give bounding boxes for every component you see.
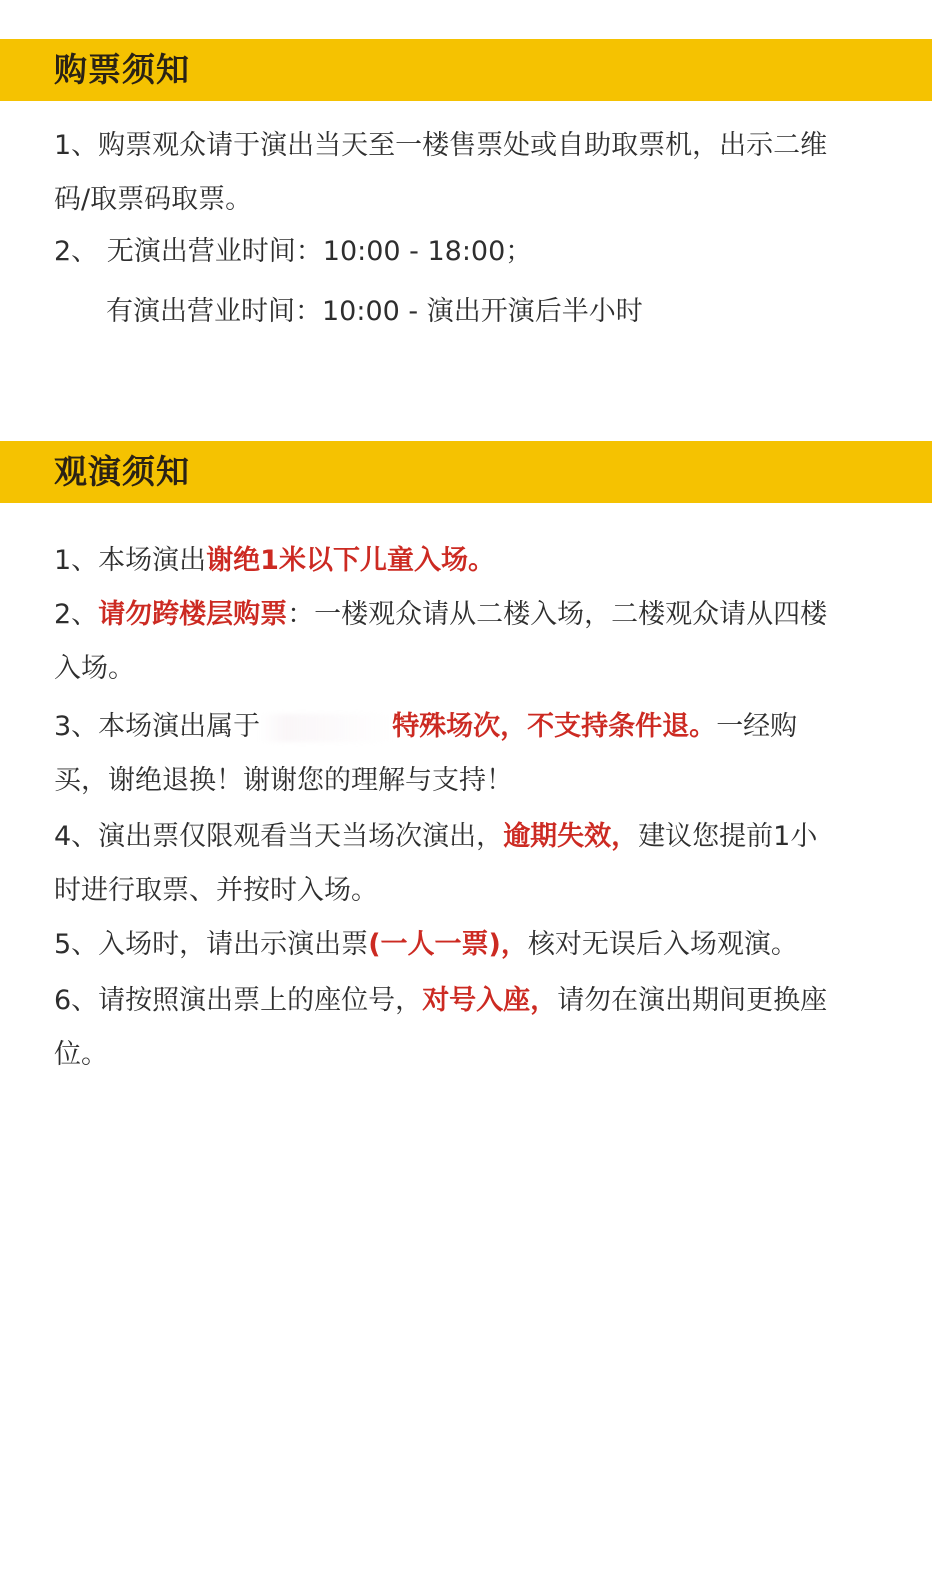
purchase-notice-header: [0, 39, 932, 101]
viewing-item-1: [54, 541, 495, 581]
viewing-item-3: [54, 707, 797, 747]
viewing-item-4-cont: 时进行取票、并按时入场。: [54, 875, 378, 906]
redacted-blur: [260, 714, 392, 742]
item-2-prefix: 2、: [54, 599, 99, 630]
item-3-highlight: 特殊场次，不支持条件退。: [392, 711, 717, 742]
item-4-highlight: 逾期失效，: [503, 821, 639, 852]
item-3-prefix: 3、本场演出属于: [54, 711, 261, 742]
item-5-highlight: (一人一票)，: [368, 929, 528, 960]
item-1-highlight: 谢绝1米以下儿童入场。: [206, 545, 495, 576]
viewing-notice-header: [0, 441, 932, 503]
purchase-line-2: 码/取票码取票。: [54, 184, 253, 215]
purchase-line-4: 有演出营业时间：10:00 - 演出开演后半小时: [106, 296, 643, 327]
purchase-notice-title: 购票须知: [54, 50, 190, 89]
viewing-item-6-cont: 位。: [54, 1039, 108, 1070]
viewing-item-3-cont: 买，谢绝退换！谢谢您的理解与支持！: [54, 765, 513, 796]
viewing-item-6: [54, 981, 827, 1021]
item-2-text: ：一楼观众请从二楼入场，二楼观众请从四楼: [287, 599, 828, 630]
viewing-notice-title: 观演须知: [54, 452, 190, 491]
viewing-item-5: [54, 925, 798, 965]
item-5-text: 核对无误后入场观演。: [527, 929, 798, 960]
item-4-text: 建议您提前1小: [638, 821, 818, 852]
item-6-prefix: 6、请按照演出票上的座位号，: [54, 985, 423, 1016]
viewing-item-2: [54, 595, 827, 635]
viewing-item-2-cont: 入场。: [54, 653, 135, 684]
item-5-prefix: 5、入场时，请出示演出票: [54, 929, 369, 960]
viewing-item-4: [54, 817, 817, 857]
item-6-highlight: 对号入座，: [422, 985, 558, 1016]
item-1-text: 1、本场演出: [54, 545, 207, 576]
purchase-line-1: 1、购票观众请于演出当天至一楼售票处或自助取票机，出示二维: [54, 130, 828, 161]
item-2-highlight: 请勿跨楼层购票: [98, 599, 288, 630]
purchase-line-3: 2、 无演出营业时间：10:00 - 18:00；: [54, 236, 533, 267]
item-6-text: 请勿在演出期间更换座: [557, 985, 828, 1016]
item-4-prefix: 4、演出票仅限观看当天当场次演出，: [54, 821, 504, 852]
item-3-text: 一经购: [716, 711, 798, 742]
